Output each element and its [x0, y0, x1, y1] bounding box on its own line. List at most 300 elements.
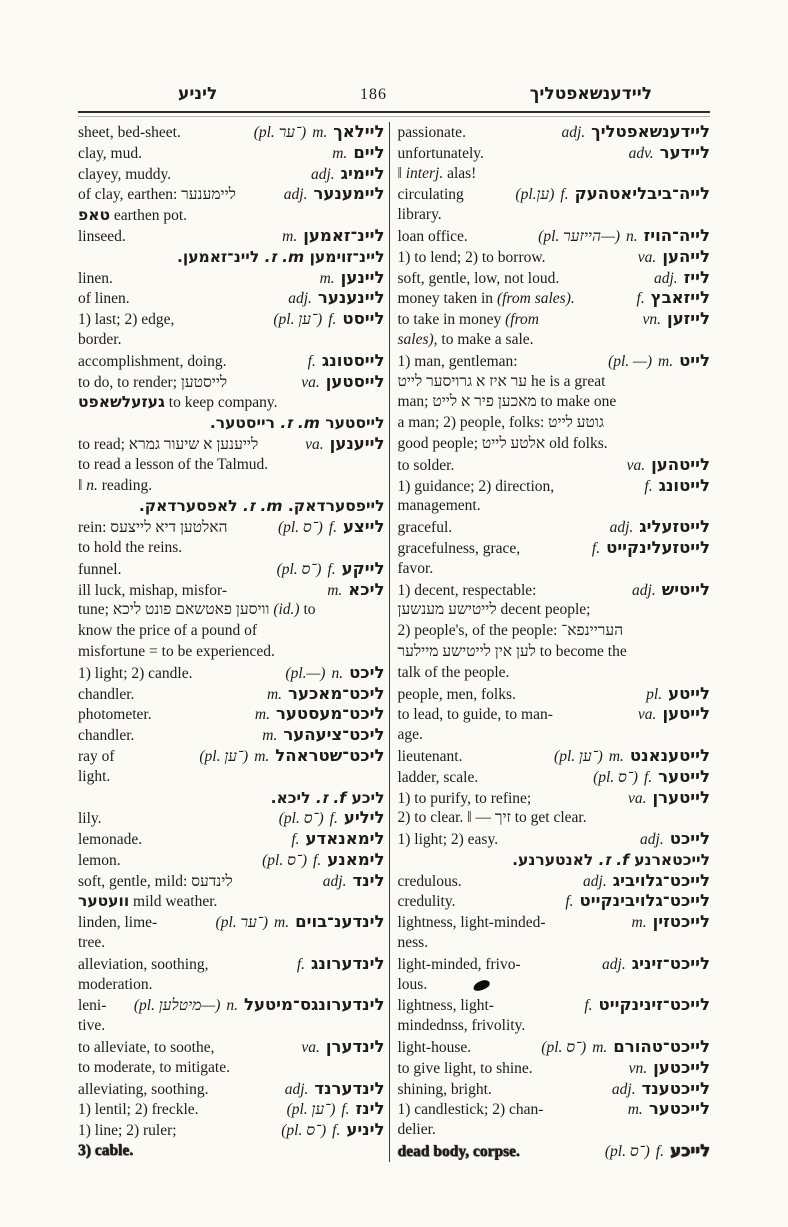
pos-tag: va. — [626, 456, 646, 474]
entry-translation: lily. — [78, 810, 102, 828]
headword: לייכט־גלויבינקייט — [579, 891, 710, 911]
entry-line — [78, 1037, 385, 1058]
plural-info: (pl. ־ען) — [554, 747, 603, 765]
entry-headword-group — [632, 912, 710, 934]
entry-translation: rein: האלטען דיא לייצעס — [78, 519, 228, 537]
entry-line — [398, 954, 711, 975]
entry-headword-group — [320, 268, 385, 290]
entry-translation: lieutenant. — [397, 747, 463, 765]
pos-tag: f. — [565, 893, 574, 911]
entry-translation: of clay, earthen: ליימענער — [78, 186, 236, 204]
pos-tag: adj. — [583, 872, 607, 890]
entry-headword-group — [646, 684, 710, 706]
entry-line — [398, 995, 711, 1016]
entry-line — [398, 538, 711, 559]
continuation-line: library. — [397, 206, 442, 224]
entry-translation: chandler. — [78, 685, 135, 703]
entry-headword-group — [628, 788, 710, 810]
entry-headword-group — [565, 891, 710, 913]
entry-line — [78, 434, 385, 455]
entry-headword-group — [332, 143, 384, 165]
pos-tag: f. — [560, 186, 569, 204]
pos-tag: f. — [328, 519, 338, 537]
entry-translation: loan office. — [397, 227, 468, 245]
plural-info: (pl. ־ס) — [278, 810, 324, 828]
entry-headword-group — [629, 1058, 710, 1080]
entry-headword-group — [643, 309, 710, 331]
entry-headword-group — [323, 871, 385, 893]
entry-line — [398, 684, 711, 705]
continuation-line: ‖ n. reading. — [78, 476, 153, 494]
headword: לינז — [355, 1099, 385, 1119]
entry-line — [398, 1079, 711, 1100]
entry-headword-group — [608, 351, 710, 373]
headword: לייענען — [329, 433, 385, 453]
pos-tag: f. — [341, 1101, 350, 1119]
entry-headword-group — [134, 995, 385, 1017]
entry-headword-group — [308, 351, 385, 373]
entry-headword-group — [584, 995, 710, 1017]
entry-headword-group — [640, 829, 710, 851]
headword: לינדערנד — [314, 1078, 385, 1098]
entry-translation: clayey, muddy. — [78, 165, 172, 183]
pos-tag: f. — [591, 539, 601, 557]
entry-headword-group — [561, 122, 710, 144]
entry-translation: lemonade. — [78, 831, 143, 849]
pos-tag: vn. — [628, 1059, 648, 1077]
entry-line — [78, 704, 385, 725]
entry-translation: to read; לייענען א שיעור גמרא — [78, 435, 259, 453]
left-column — [78, 122, 385, 1162]
headword: לייטונג — [658, 475, 710, 495]
entry-headword-group — [592, 538, 710, 560]
entry-translation: sheet, bed-sheet. — [78, 124, 181, 141]
headword: לייכע — [669, 1141, 710, 1161]
cross-ref-text: ליינ־זוימען m. ז. ליינ־זאמען. — [177, 247, 385, 266]
headword: לייהען — [662, 246, 710, 266]
entry-headword-group — [305, 434, 384, 456]
entry-translation: alleviation, soothing, — [78, 955, 209, 973]
plural-info: (pl. ־ס) — [541, 1039, 587, 1057]
entry-line — [398, 704, 711, 725]
plural-info: (pl. —) — [608, 352, 653, 370]
continuation-line: light. — [78, 767, 111, 785]
entry-headword-group — [291, 829, 384, 851]
pos-tag: f. — [332, 1122, 341, 1140]
plural-info: (pl. ־ס) — [604, 1143, 650, 1161]
entry-line — [78, 746, 385, 767]
entry-line — [78, 995, 385, 1016]
continuation-line: לען אין לייטישע מיילער to become the — [397, 642, 627, 660]
headword: ליכא — [348, 579, 385, 599]
entry-line — [398, 184, 711, 205]
entry-headword-group — [638, 247, 710, 269]
pos-tag: adj. — [640, 831, 664, 849]
entry-headword-group — [262, 725, 384, 747]
pos-tag: f. — [291, 831, 300, 849]
pos-tag: m. — [627, 1101, 643, 1119]
entry-headword-group — [277, 559, 385, 581]
continuation-line: sales), to make a sale. — [397, 330, 534, 348]
plural-info: (pl. ־ער) — [253, 124, 307, 141]
pos-tag: m. — [282, 227, 298, 245]
entry-headword-group — [612, 1079, 710, 1101]
pos-tag: f. — [636, 290, 645, 308]
pos-tag: f. — [327, 560, 336, 578]
entry-translation: linden, lime- — [78, 914, 158, 932]
continuation-line: 3) cable. — [78, 1142, 134, 1160]
plural-info: (pl. ־ער) — [215, 914, 269, 932]
cross-ref-text: לייסטער m. ז. רייסטער. — [209, 414, 385, 433]
header-rule — [78, 111, 710, 117]
plural-info: (pl. ־ס) — [277, 519, 323, 537]
plural-info: (pl. ־ען) — [286, 1101, 336, 1119]
entry-headword-group — [311, 164, 385, 186]
pos-tag: m. — [592, 1039, 608, 1057]
entry-headword-group — [654, 268, 710, 290]
headword: לייה־הויז — [643, 225, 710, 245]
entry-headword-group — [327, 580, 384, 602]
entry-translation: 1) to lend; 2) to borrow. — [397, 248, 546, 266]
entry-headword-group — [602, 954, 710, 976]
entry-translation: lemon. — [78, 851, 121, 869]
headword: לייסט — [342, 309, 385, 329]
entry-translation: passionate. — [397, 124, 466, 141]
entry-headword-group — [282, 226, 384, 248]
headword: לינדערונג — [311, 953, 385, 973]
entry-headword-group — [262, 850, 384, 872]
pos-tag: va. — [637, 706, 657, 724]
entry-line — [78, 372, 385, 393]
entry-translation: money taken in (from sales). — [397, 290, 575, 308]
headword: ליימענער — [313, 184, 385, 204]
headword: לייצע — [343, 517, 385, 537]
pos-tag: adj. — [632, 581, 656, 599]
entry-headword-group — [284, 184, 385, 206]
headword: ליניע — [346, 1120, 385, 1140]
entry-line — [398, 580, 711, 601]
pos-tag: m. — [631, 914, 647, 932]
entry-line — [78, 850, 385, 871]
pos-tag: n. — [331, 664, 344, 682]
entry-translation: lightness, light-minded- — [397, 914, 546, 932]
pos-tag: m. — [332, 144, 348, 162]
entry-headword-group — [637, 288, 710, 310]
entry-line — [398, 226, 711, 247]
continuation-line: management. — [397, 497, 481, 515]
entry-line — [398, 746, 711, 767]
entry-translation: graceful. — [397, 519, 453, 537]
headword: ליינ־זאמען — [303, 225, 385, 245]
entry-translation: soft, gentle, low, not loud. — [397, 269, 560, 287]
entry-line — [78, 268, 385, 289]
pos-tag: adj. — [561, 124, 586, 141]
cross-ref-line — [78, 247, 385, 268]
continuation-line: border. — [78, 330, 122, 348]
pos-tag: adj. — [322, 872, 347, 890]
entry-line — [78, 164, 385, 185]
entry-headword-group — [278, 517, 385, 539]
entry-translation: 1) decent, respectable: — [397, 581, 537, 599]
guide-word-left: ליניע — [178, 84, 218, 104]
continuation-line: ‖ interj. alas! — [397, 164, 477, 182]
pos-tag: adj. — [611, 1080, 636, 1098]
entry-translation: to lead, to guide, to man- — [397, 706, 553, 724]
entry-line — [78, 1079, 385, 1100]
entry-headword-group — [538, 226, 710, 248]
headword: לייטזעליג — [639, 517, 710, 537]
continuation-line: tive. — [78, 1017, 106, 1035]
entry-headword-group — [515, 184, 710, 206]
pos-tag: adj. — [609, 519, 634, 537]
entry-translation: 1) candlestick; 2) chan- — [397, 1101, 544, 1119]
cross-ref-line — [398, 850, 711, 871]
headword: ליידענשאפטליך — [591, 122, 710, 141]
entry-translation: 1) last; 2) edge, — [78, 311, 175, 329]
entry-line — [398, 788, 711, 809]
entry-headword-group — [255, 704, 385, 726]
headword: לייטערן — [652, 787, 710, 807]
entry-translation: 1) man, gentleman: — [397, 352, 518, 370]
entry-headword-group — [297, 954, 385, 976]
entry-line — [398, 247, 711, 268]
headword: לייזאבץ — [650, 288, 710, 308]
pos-tag: adj. — [602, 955, 626, 973]
pos-tag: f. — [655, 1143, 664, 1161]
continuation-line: mindednss, frivolity. — [397, 1017, 526, 1035]
entry-headword-group — [199, 746, 384, 768]
entry-translation: 1) light; 2) candle. — [78, 664, 193, 682]
headword: לייכטען — [653, 1057, 710, 1077]
entry-line — [398, 767, 711, 788]
entry-headword-group — [541, 1037, 710, 1059]
entry-translation: clay, mud. — [78, 144, 142, 162]
headword: לייטע — [668, 683, 710, 703]
continuation-line: misfortune = to be experienced. — [78, 642, 275, 660]
plural-info: (pl. ־ס) — [593, 768, 638, 786]
entry-headword-group — [627, 455, 710, 477]
pos-tag: n. — [626, 227, 638, 245]
cross-ref-text: ליכע f. ז. ליכא. — [270, 788, 385, 807]
pos-tag: m. — [658, 352, 674, 370]
entry-line — [78, 143, 385, 164]
text-columns — [78, 122, 710, 1162]
plural-info: (pl. ־ס) — [276, 560, 322, 578]
entry-line — [78, 184, 385, 205]
cross-ref-text: לייפסערדאק. m. ז. לאפסערדאק. — [138, 497, 385, 516]
headword: ליילאך — [333, 122, 385, 141]
headword: לייכט־טהורם — [613, 1037, 710, 1057]
entry-line — [78, 559, 385, 580]
pos-tag: va. — [301, 373, 320, 391]
entry-line — [78, 580, 385, 601]
pos-tag: f. — [296, 955, 306, 973]
entry-translation: chandler. — [78, 727, 135, 745]
continuation-line: a man; 2) people, folks: גוטע לייט — [397, 414, 604, 432]
entry-headword-group — [644, 476, 710, 498]
cross-ref-line — [78, 496, 385, 517]
continuation-line: 2) people's, of the people: העריינפא־ — [397, 622, 624, 640]
entry-translation: to take in money (from — [397, 311, 539, 329]
cross-ref-line — [78, 413, 385, 434]
entry-line — [398, 288, 711, 309]
headword: ליימיג — [340, 163, 385, 183]
plural-info: (pl. הייזער—) — [538, 227, 621, 245]
continuation-line: tree. — [78, 934, 106, 952]
pos-tag: va. — [637, 248, 657, 266]
continuation-line: וועטער mild weather. — [78, 892, 218, 911]
pos-tag: f. — [328, 311, 337, 329]
continuation-line: to moderate, to mitigate. — [78, 1058, 230, 1076]
ink-blot-icon — [472, 978, 491, 992]
headword: לייכטענד — [641, 1078, 710, 1098]
entry-headword-group — [301, 1037, 384, 1059]
headword: לייכטער — [648, 1099, 710, 1119]
headword: לינדערן — [325, 1037, 385, 1057]
entry-translation: dead body, corpse. — [397, 1143, 520, 1161]
entry-line — [398, 476, 711, 497]
entry-translation: 1) lentil; 2) freckle. — [78, 1101, 199, 1119]
plural-info: (pl.ען) — [515, 186, 555, 204]
headword: לייסטונג — [321, 350, 385, 370]
entry-headword-group — [285, 663, 384, 685]
entry-translation: gracefulness, grace, — [397, 539, 521, 557]
pos-tag: adj. — [654, 269, 678, 287]
entry-line — [78, 684, 385, 705]
headword: ליינענער — [317, 288, 385, 308]
entry-line — [78, 122, 385, 143]
entry-translation: leni- — [78, 997, 107, 1015]
entry-line — [78, 871, 385, 892]
pos-tag: adj. — [283, 186, 308, 204]
continuation-line: age. — [397, 726, 423, 744]
entry-headword-group — [288, 288, 384, 310]
headword: לייכטזין — [652, 912, 710, 932]
entry-line — [398, 517, 711, 538]
entry-line — [398, 891, 711, 912]
entry-translation: linen. — [78, 269, 113, 287]
right-column — [390, 122, 711, 1162]
pos-tag: f. — [313, 851, 322, 869]
pos-tag: f. — [329, 810, 338, 828]
entry-line — [398, 871, 711, 892]
continuation-line: ער איז א גרויסער לייט he is a great — [397, 372, 606, 390]
entry-headword-group — [285, 1079, 385, 1101]
entry-translation: 1) light; 2) easy. — [397, 831, 499, 849]
entry-translation: credulous. — [397, 872, 462, 890]
headword: לייכט־זיניג — [631, 953, 710, 973]
headword: ליכט — [349, 662, 385, 682]
page-header — [78, 84, 710, 104]
entry-headword-group — [554, 746, 710, 768]
entry-translation: to alleviate, to soothe, — [78, 1039, 215, 1057]
pos-tag: f. — [307, 352, 316, 370]
headword: ליכט־ציעהער — [283, 725, 385, 745]
plural-info: (pl.—) — [285, 664, 326, 682]
entry-translation: to do, to render; לייסטען — [78, 373, 228, 391]
pos-tag: m. — [274, 914, 290, 932]
entry-translation: photometer. — [78, 706, 152, 724]
entry-headword-group — [281, 1120, 384, 1142]
entry-headword-group — [301, 372, 384, 394]
continuation-line: tune; וויסען פאטשאם פונט ליכא (id.) to — [78, 601, 316, 619]
entry-headword-group — [254, 122, 385, 144]
headword: לייטענאנט — [629, 745, 710, 765]
entry-line — [78, 226, 385, 247]
continuation-line: 2) to clear. ‖ — זיך to get clear. — [397, 809, 587, 827]
headword: לייטען — [662, 704, 710, 724]
headword: לייכט־גלויביג — [612, 870, 710, 890]
entry-line — [398, 143, 711, 164]
headword: לימאנע — [327, 849, 385, 869]
pos-tag: adj. — [284, 1080, 309, 1098]
entry-translation: light-minded, frivo- — [397, 955, 521, 973]
plural-info: (pl. ־ען) — [199, 747, 249, 765]
pos-tag: m. — [266, 685, 283, 703]
entry-headword-group — [216, 912, 385, 934]
headword: לייז — [683, 267, 710, 287]
headword: לייה־ביבליאטהעק — [574, 184, 710, 204]
continuation-line: to hold the reins. — [78, 538, 183, 556]
continuation-line: good people; אלטע לייט old folks. — [397, 434, 608, 452]
headword: לייזען — [667, 309, 710, 329]
plural-info: (pl. מיטלען—) — [133, 997, 221, 1015]
entry-line — [78, 1099, 385, 1120]
headword: לינד — [352, 870, 385, 890]
entry-headword-group — [610, 517, 710, 539]
headword: לייטיש — [661, 579, 710, 599]
entry-translation: people, men, folks. — [397, 685, 516, 703]
entry-line — [78, 912, 385, 933]
headword: ליידער — [659, 142, 710, 162]
pos-tag: m. — [312, 124, 328, 141]
pos-tag: m. — [262, 727, 278, 745]
headword: לייכט — [669, 829, 710, 849]
entry-headword-group — [583, 871, 710, 893]
continuation-line: to read a lesson of the Talmud. — [78, 455, 269, 473]
entry-line — [398, 351, 711, 372]
plural-info: (pl. ־ען) — [273, 311, 323, 329]
entry-translation: to give light, to shine. — [397, 1059, 533, 1077]
entry-line — [398, 309, 711, 330]
pos-tag: vn. — [642, 311, 662, 329]
headword: לייסטען — [325, 371, 385, 391]
entry-translation: to solder. — [397, 456, 455, 474]
entry-translation: shining, bright. — [397, 1080, 492, 1098]
pos-tag: va. — [627, 789, 647, 807]
entry-line — [78, 1120, 385, 1141]
continuation-line: ness. — [397, 934, 429, 952]
pos-tag: adv. — [628, 144, 654, 162]
entry-headword-group — [287, 1099, 385, 1121]
pos-tag: adj. — [288, 290, 312, 308]
headword: ליכט־מאכער — [288, 683, 385, 703]
entry-line — [398, 268, 711, 289]
entry-translation: ray of — [78, 747, 115, 765]
headword: ליינען — [340, 267, 385, 287]
entry-line — [78, 517, 385, 538]
cross-ref-line — [78, 788, 385, 809]
entry-translation: 1) to purify, to refine; — [397, 789, 532, 807]
entry-translation: of linen. — [78, 290, 130, 308]
entry-line — [78, 829, 385, 850]
headword: לימאנאדע — [305, 829, 385, 849]
pos-tag: m. — [608, 747, 624, 765]
entry-line — [78, 663, 385, 684]
entry-headword-group — [628, 1099, 710, 1121]
entry-translation: 1) guidance; 2) direction, — [397, 477, 555, 495]
entry-translation: ill luck, mishap, misfor- — [78, 581, 228, 599]
